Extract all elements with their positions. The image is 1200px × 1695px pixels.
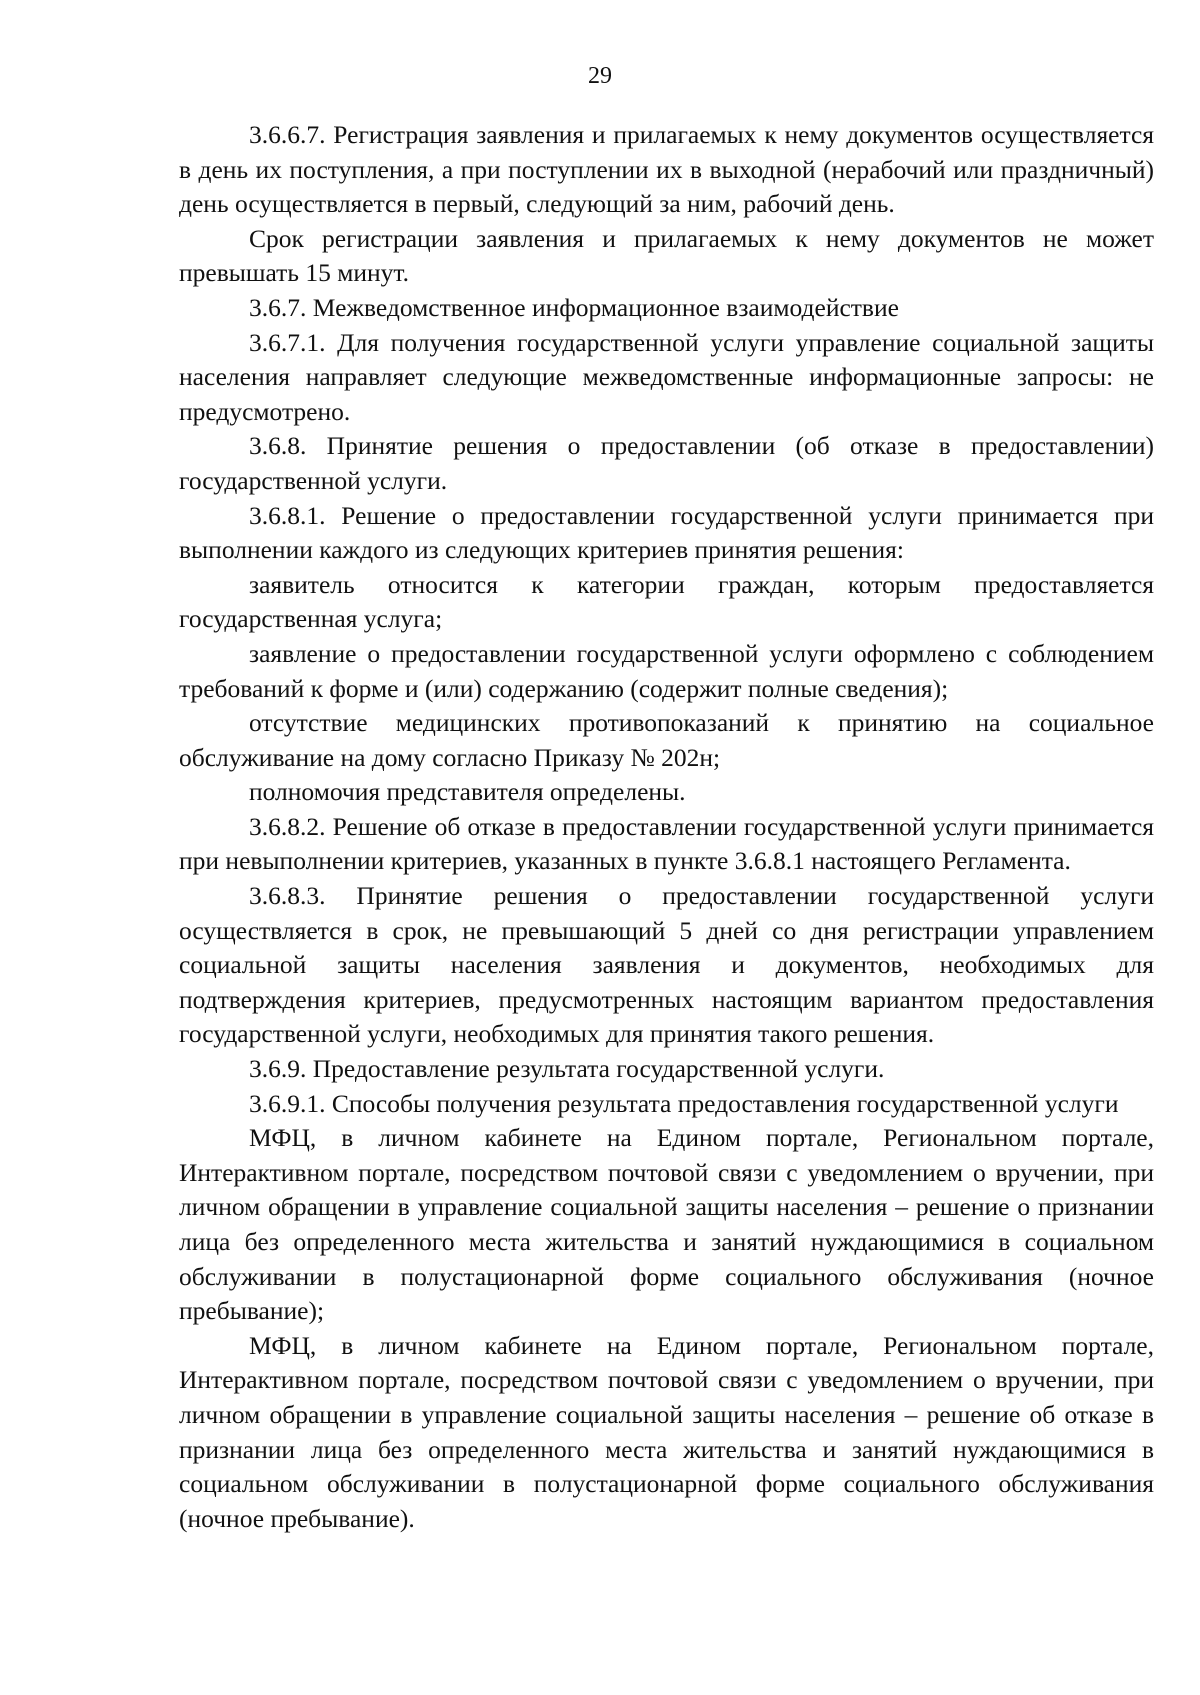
- document-body: [179, 118, 1154, 1536]
- paragraph-3-6-9-1: 3.6.9.1. Способы получения результата предоставления государственной услуги: [249, 1088, 1119, 1118]
- paragraph-3-6-8-2: 3.6.8.2. Решение об отказе в предоставлении государственной услуги принимается при невыполнении критериев, указанных в пункте 3.6.8.1 настоящего Регламента.: [179, 811, 1154, 876]
- heading-3-6-9: 3.6.9. Предоставление результата государственной услуги.: [249, 1054, 885, 1084]
- heading-3-6-7: 3.6.7. Межведомственное информационное взаимодействие: [249, 292, 899, 322]
- result-method-refusal-decision: МФЦ, в личном кабинете на Едином портале, Региональном портале, Интерактивном портале, посредством почтовой связи с уведомлением о вручении, при личном обращении в управление социальной защиты населения – решение об отказе в признании лица без определенного места жительства и занятий нуждающимися в социальном обслуживании в полустационарной форме социального обслуживания (ночное пребывание).: [179, 1330, 1154, 1533]
- criterion-medical-contraindications: отсутствие медицинских противопоказаний к принятию на социальное обслуживание на дому согласно Приказу № 202н;: [179, 708, 1154, 772]
- paragraph-3-6-7-1: 3.6.7.1. Для получения государственной услуги управление социальной защиты населения направляет следующие межведомственные информационные запросы: не предусмотрено.: [179, 327, 1154, 426]
- criterion-applicant-category: заявитель относится к категории граждан, которым предоставляется государственная услуга;: [179, 569, 1154, 634]
- paragraph-3-6-6-7: 3.6.6.7. Регистрация заявления и прилагаемых к нему документов осуществляется в день их поступления, а при поступлении их в выходной (нерабочий или праздничный) день осуществляется в первый, следующий за ним, рабочий день.: [179, 120, 1154, 219]
- result-method-positive-decision: МФЦ, в личном кабинете на Едином портале, Региональном портале, Интерактивном портале, посредством почтовой связи с уведомлением о вручении, при личном обращении в управление социальной защиты населения – решение о признании лица без определенного места жительства и занятий нуждающимися в социальном обслуживании в полустационарной форме социального обслуживания (ночное пребывание);: [179, 1123, 1154, 1326]
- criterion-representative-authority: полномочия представителя определены.: [249, 777, 686, 807]
- criterion-application-form: заявление о предоставлении государственной услуги оформлено с соблюдением требований к форме и (или) содержанию (содержит полные сведения);: [179, 638, 1154, 703]
- heading-3-6-8: 3.6.8. Принятие решения о предоставлении (об отказе в предоставлении) государственной услуги.: [179, 431, 1154, 495]
- paragraph-registration-term: Срок регистрации заявления и прилагаемых к нему документов не может превышать 15 минут.: [179, 223, 1154, 288]
- paragraph-3-6-8-3: 3.6.8.3. Принятие решения о предоставлении государственной услуги осуществляется в срок, не превышающий 5 дней со дня регистрации управлением социальной защиты населения заявления и документов, необходимых для подтверждения критериев, предусмотренных настоящим вариантом предоставления государственной услуги, необходимых для принятия такого решения.: [179, 881, 1154, 1049]
- paragraph-3-6-8-1: 3.6.8.1. Решение о предоставлении государственной услуги принимается при выполнении каждого из следующих критериев принятия решения:: [179, 500, 1154, 565]
- page-number: 29: [588, 63, 612, 89]
